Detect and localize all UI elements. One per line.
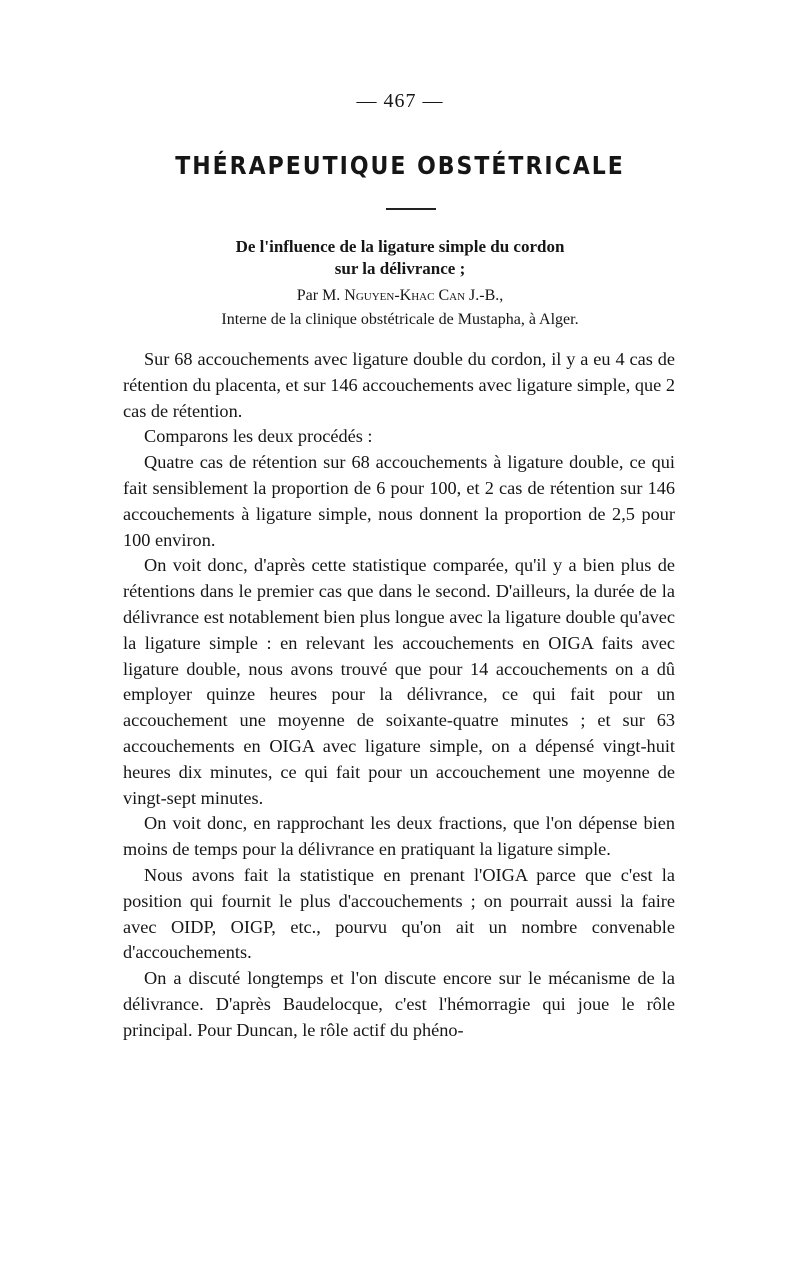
paragraph: Quatre cas de rétention sur 68 accouchements à ligature double, ce qui fait sensiblement la proportion de 6 pour 100, et 2 cas de rétention sur 146 accouchements à ligature simple, nous donnent la proportion de 2,5 pour 100 environ.	[123, 452, 675, 550]
page-number: — 467 —	[356, 90, 444, 112]
author-line	[0, 284, 800, 308]
paragraph: Comparons les deux procédés :	[144, 426, 373, 447]
paragraph: Sur 68 accouchements avec ligature double du cordon, il y a eu 4 cas de rétention du placenta, et sur 146 accouchements avec ligature simple, que 2 cas de rétention.	[123, 349, 675, 421]
article-title-line-1: De l'influence de la ligature simple du cordon	[235, 237, 565, 256]
article-title	[0, 236, 800, 280]
paragraph: On voit donc, d'après cette statistique comparée, qu'il y a bien plus de rétentions dans le premier cas que dans le second. D'ailleurs, la durée de la délivrance est notablement bien plus longue avec la ligature double qu'avec la ligature simple : en relevant les accouchements en OIGA faits avec ligature double, nous avons trouvé que pour 14 accouchements on a dû employer quinze heures pour la délivrance, ce qui fait pour un accouchement une moyenne de soixante-quatre minutes ; et sur 63 accouchements en OIGA avec ligature simple, on a dépensé vingt-huit heures dix minutes, ce qui fait pour un accouchement une moyenne de vingt-sept minutes.	[123, 555, 675, 808]
section-title: THÉRAPEUTIQUE OBSTÉTRICALE	[175, 152, 625, 181]
paragraph: On voit donc, en rapprochant les deux fractions, que l'on dépense bien moins de temps pour la délivrance en pratiquant la ligature simple.	[123, 813, 675, 860]
byline	[0, 284, 800, 332]
paragraph: On a discuté longtemps et l'on discute encore sur le mécanisme de la délivrance. D'après Baudelocque, c'est l'hémorragie qui joue le rôle principal. Pour Duncan, le rôle actif du phéno-	[123, 968, 675, 1040]
byline-prefix: Par M.	[296, 287, 341, 304]
paragraph: Nous avons fait la statistique en prenant l'OIGA parce que c'est la position qui fournit le plus d'accouchements ; on pourrait aussi la faire avec OIDP, OIGP, etc., pourvu qu'on ait un nombre convenable d'accouchements.	[123, 864, 675, 963]
article-title-line-2: sur la délivrance ;	[334, 259, 466, 278]
title-divider	[386, 208, 436, 210]
author-affiliation: Interne de la clinique obstétricale de Mustapha, à Alger.	[221, 311, 579, 328]
author-name: Nguyen-Khac Can J.-B.,	[344, 287, 504, 304]
article-body	[123, 347, 675, 1044]
